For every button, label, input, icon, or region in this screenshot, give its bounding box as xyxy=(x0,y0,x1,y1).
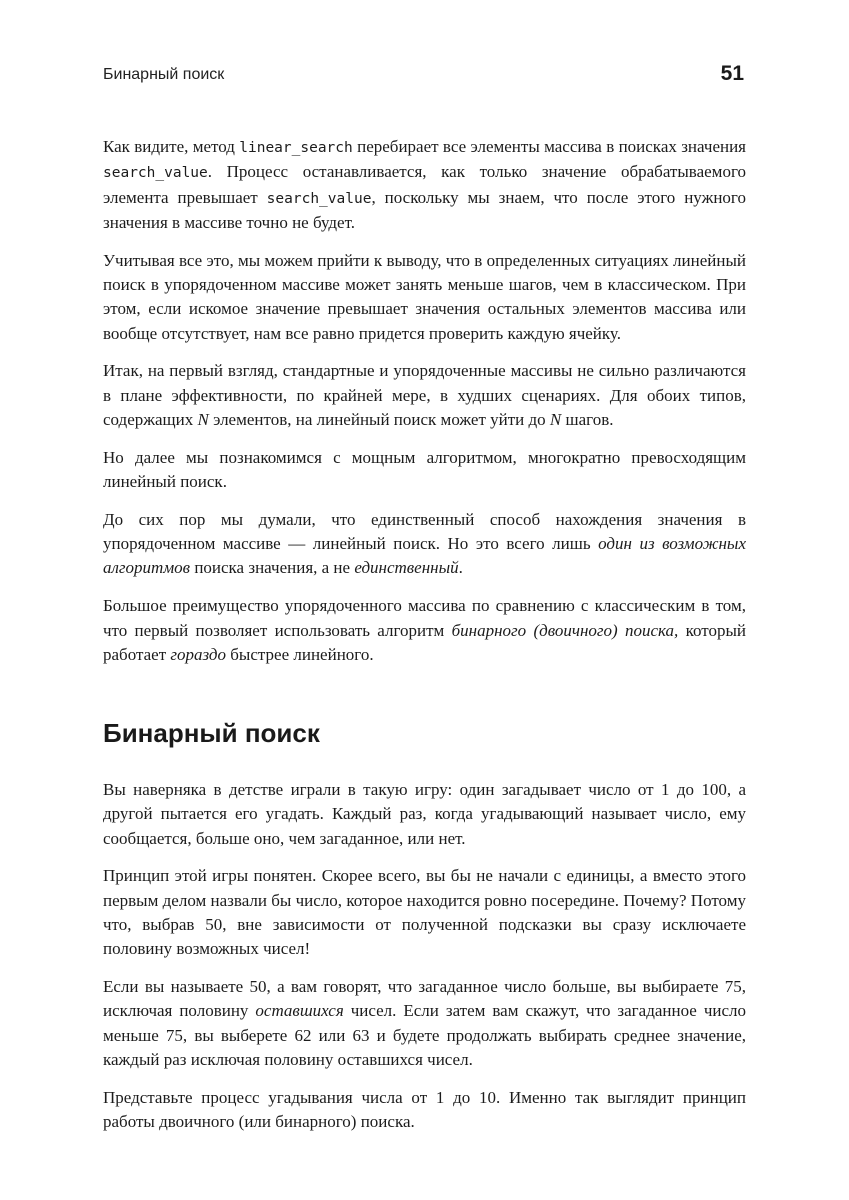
paragraph: Но далее мы познакомимся с мощным алгоритмом, многократно превосходящим линейный поиск. xyxy=(103,447,746,492)
inline-code: linear_search xyxy=(239,140,353,156)
italic-emphasis: бинарного (двоичного) поиска, xyxy=(451,620,679,640)
italic-variable: N xyxy=(549,409,562,429)
italic-emphasis: один из возможных алгоритмов xyxy=(103,534,746,578)
paragraph: Если вы называете 50, а вам говорят, что загаданное число больше, вы выбираете 75, исключая половину оставшихся чисел. Если затем вам скажут, что загаданное число меньше 75, вы выберете 62 или 63 и будете продолжать выбирать среднее значение, каждый раз исключая половину оставшихся чисел. xyxy=(103,977,746,1069)
italic-emphasis: единственный xyxy=(354,558,459,578)
running-header-title: Бинарный поиск xyxy=(103,66,225,83)
section-intro-text xyxy=(103,135,746,681)
paragraph: Учитывая все это, мы можем прийти к выводу, что в определенных ситуациях линейный поиск в упорядоченном массиве может занять меньше шагов, чем в классическом. При этом, если искомое значение превышает значения остальных элементов массива или вообще отсутствует, нам все равно придется проверить каждую ячейку. xyxy=(103,250,746,343)
inline-code: search_value xyxy=(103,165,208,182)
section-binary-search-text xyxy=(103,778,746,1148)
italic-emphasis: гораздо xyxy=(170,644,227,664)
paragraph: Большое преимущество упорядоченного массива по сравнению с классическим в том, что первый позволяет использовать алгоритм бинарного (двоичного) поиска, который работает гораздо быстрее линейного. xyxy=(103,596,746,664)
italic-variable: N xyxy=(197,409,209,429)
section-heading: Бинарный поиск xyxy=(103,718,320,748)
paragraph: Вы наверняка в детстве играли в такую игру: один загадывает число от 1 до 100, а другой пытается его угадать. Каждый раз, когда угадывающий называет число, ему сообщается, больше оно, чем загаданное, или нет. xyxy=(103,780,746,848)
italic-emphasis: оставшихся xyxy=(255,1001,344,1021)
paragraph: Принцип этой игры понятен. Скорее всего, вы бы не начали с единицы, а вместо этого первым делом назвали бы число, которое находится ровно посередине. Почему? Потому что, выбрав 50, вне зависимости от полученной подсказки вы сразу исключаете половину возможных чисел! xyxy=(103,866,746,959)
paragraph: До сих пор мы думали, что единственный способ нахождения значения в упорядоченном массиве — линейный поиск. Но это всего лишь один из возможных алгоритмов поиска значения, а не единственный. xyxy=(103,509,746,578)
paragraph: Представьте процесс угадывания числа от 1 до 10. Именно так выглядит принцип работы двоичного (или бинарного) поиска. xyxy=(103,1087,746,1132)
inline-code: search_value xyxy=(266,190,372,207)
paragraph: Как видите, метод linear_search перебирает все элементы массива в поисках значения search_value. Процесс останавливается, как только значение обрабатываемого элемента превышает search_value, поскольку мы знаем, что после этого нужного значения в массиве точно не будет. xyxy=(103,137,746,232)
paragraph: Итак, на первый взгляд, стандартные и упорядоченные массивы не сильно различаются в плане эффективности, по крайней мере, в худших сценариях. Для обоих типов, содержащих N элементов, на линейный поиск может уйти до N шагов. xyxy=(103,361,746,429)
page-number: 51 xyxy=(720,62,744,85)
